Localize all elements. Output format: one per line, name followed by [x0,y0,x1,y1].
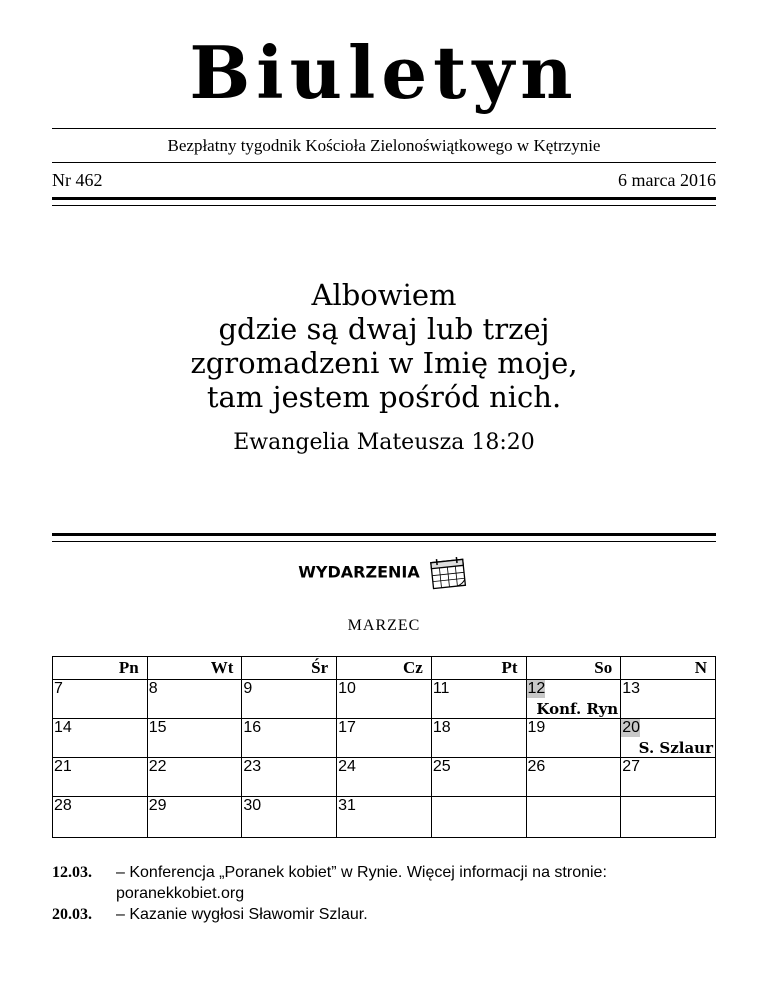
weekday-header: So [526,657,621,680]
calendar-day-cell [242,797,337,838]
calendar-week-row [53,758,716,797]
calendar-day-cell [53,758,148,797]
quote-line: gdzie są dwaj lub trzej [218,312,550,346]
calendar-day-cell [621,758,716,797]
header-rule-middle [52,162,716,163]
day-number: 29 [148,797,167,814]
day-number: 26 [527,758,546,775]
quote-line: zgromadzeni w Imię moje, [190,346,578,380]
header-double-rule [52,197,716,206]
calendar-day-cell [53,797,148,838]
quote-line: Albowiem [311,278,457,312]
day-number: 19 [527,719,546,736]
announcement-text: – Konferencja „Poranek kobiet” w Rynie. Więcej informacji na stronie: [116,864,607,881]
calendar-day-cell [337,680,432,719]
calendar-day-cell [526,719,621,758]
issue-number: Nr 462 [52,170,103,190]
announcement-text: – Kazanie wygłosi Sławomir Szlaur. [116,906,368,923]
calendar-day-cell [431,719,526,758]
weekday-header: Cz [337,657,432,680]
section-double-rule [52,533,716,542]
header-rule-top [52,128,716,129]
calendar-week-row [53,680,716,719]
announcement-item [52,904,716,925]
calendar-icon [420,563,470,582]
bible-quote [0,278,768,414]
calendar-day-cell [526,680,621,719]
weekday-header: N [621,657,716,680]
calendar-day-cell [53,719,148,758]
events-heading [0,555,768,591]
day-number-highlighted: 20 [622,719,641,736]
masthead-title: Biuletyn [189,30,579,115]
day-number: 25 [432,758,451,775]
event-note-sermon: S. Szlaur [638,739,713,757]
events-heading-label: WYDARZENIA [298,562,420,582]
calendar-day-cell [526,758,621,797]
day-number: 14 [54,719,72,736]
bulletin-subtitle: Bezpłatny tygodnik Kościoła Zielonoświątkowego w Kętrzynie [167,136,601,155]
weekday-header: Śr [242,657,337,680]
day-number: 10 [338,680,356,697]
calendar-day-cell [621,719,716,758]
calendar-day-cell [242,758,337,797]
events-calendar [52,656,716,838]
announcement-item [52,862,716,883]
calendar-day-cell [147,758,242,797]
quote-line: tam jestem pośród nich. [206,380,562,414]
day-number: 23 [243,758,262,775]
day-number: 21 [54,758,72,775]
announcements-list [52,862,716,925]
day-number: 27 [622,758,641,775]
weekday-header: Pn [53,657,148,680]
announcement-date: 20.03. [52,906,92,923]
calendar-day-cell [337,758,432,797]
day-number: 13 [622,680,641,697]
day-number: 28 [54,797,72,814]
calendar-month: MARZEC [347,617,421,634]
calendar-day-cell [337,797,432,838]
day-number: 7 [54,680,63,697]
calendar-day-cell-empty [431,797,526,838]
day-number: 15 [148,719,167,736]
calendar-day-cell [147,719,242,758]
weekday-header: Wt [147,657,242,680]
calendar-weekday-row [53,657,716,680]
day-number-highlighted: 12 [527,680,546,697]
calendar-day-cell-empty [621,797,716,838]
announcement-date: 12.03. [52,864,92,881]
calendar-day-cell [147,797,242,838]
announcement-text-continued: poranekkobiet.org [116,885,245,902]
weekday-header: Pt [431,657,526,680]
calendar-week-row [53,719,716,758]
calendar-day-cell [53,680,148,719]
day-number: 30 [243,797,262,814]
calendar-day-cell [337,719,432,758]
day-number: 11 [432,680,450,697]
quote-reference: Ewangelia Mateusza 18:20 [233,430,535,455]
calendar-day-cell [242,680,337,719]
day-number: 24 [338,758,356,775]
day-number: 16 [243,719,262,736]
day-number: 18 [432,719,451,736]
calendar-day-cell [242,719,337,758]
calendar-day-cell [621,680,716,719]
day-number: 17 [338,719,356,736]
issue-date: 6 marca 2016 [618,170,716,190]
day-number: 8 [148,680,158,697]
day-number: 31 [338,797,356,814]
calendar-week-row [53,797,716,838]
day-number: 9 [243,680,253,697]
event-note-conference: Konf. Ryn [536,700,619,718]
calendar-day-cell [431,680,526,719]
calendar-day-cell [147,680,242,719]
day-number: 22 [148,758,167,775]
calendar-day-cell-empty [526,797,621,838]
calendar-day-cell [431,758,526,797]
